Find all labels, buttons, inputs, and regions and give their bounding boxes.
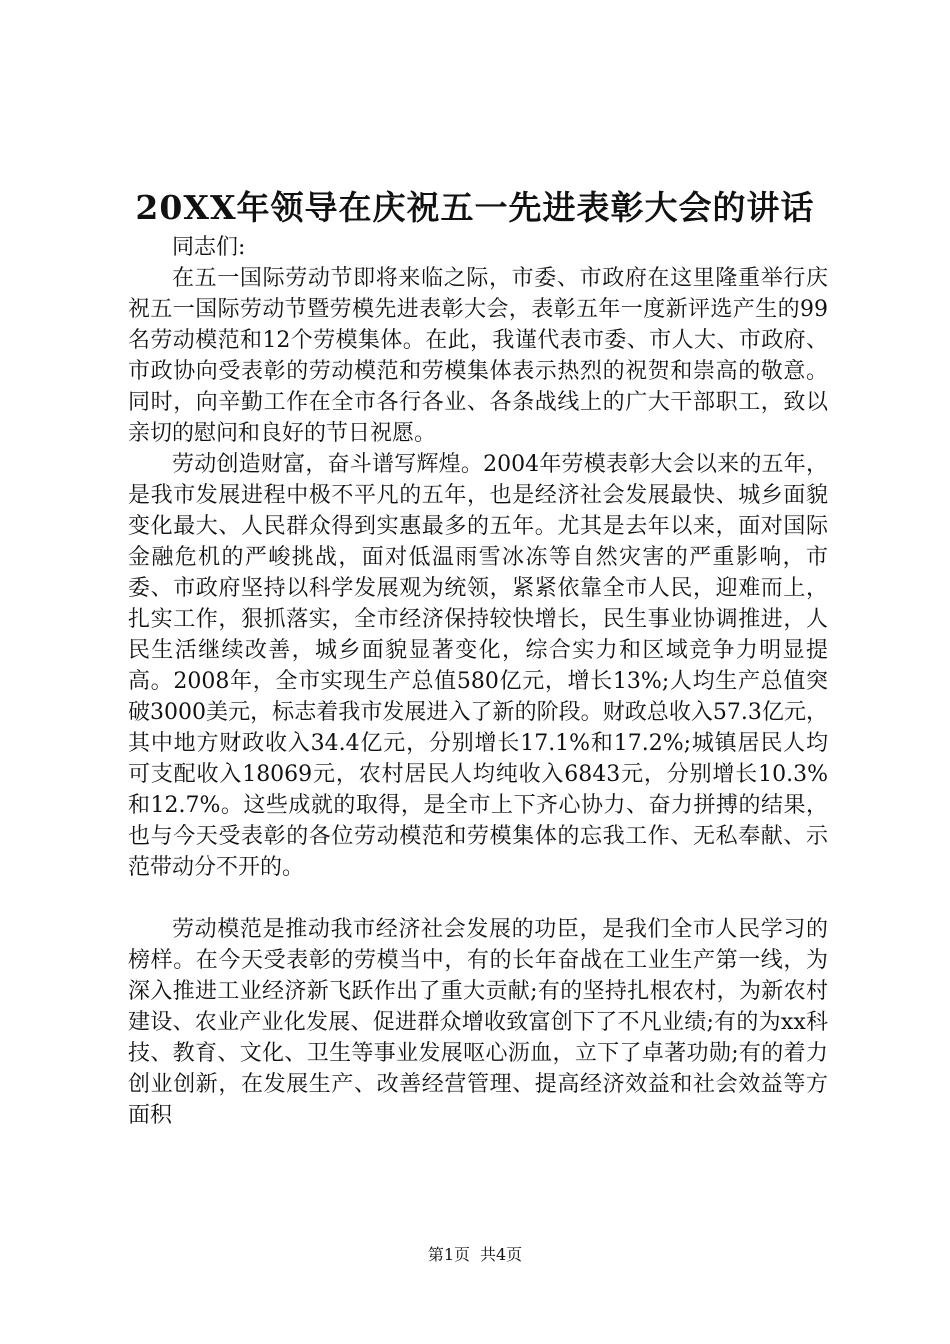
paragraph-1: 在五一国际劳动节即将来临之际，市委、市政府在这里隆重举行庆祝五一国际劳动节暨劳模先进表彰大会，表彰五年一度新评选产生的99名劳动模范和12个劳模集体。在此，我谨代表市委、市人大、市政府、市政协向受表彰的劳动模范和劳模集体表示热烈的祝贺和崇高的敬意。同时，向辛勤工作在全市各行各业、各条战线上的广大干部职工，致以亲切的慰问和良好的节日祝愿。	[128, 266, 828, 446]
page-total: 共4页	[480, 1245, 523, 1264]
page-number: 第1页	[427, 1245, 470, 1264]
paragraph-2: 劳动创造财富，奋斗谱写辉煌。2004年劳模表彰大会以来的五年，是我市发展进程中极不平凡的五年，也是经济社会发展最快、城乡面貌变化最大、人民群众得到实惠最多的五年。尤其是去年以来，面对国际金融危机的严峻挑战，面对低温雨雪冰冻等自然灾害的严重影响，市委、市政府坚持以科学发展观为统领，紧紧依靠全市人民，迎难而上，扎实工作，狠抓落实，全市经济保持较快增长，民生事业协调推进，人民生活继续改善，城乡面貌显著变化，综合实力和区域竞争力明显提高。2008年，全市实现生产总值580亿元，增长13%;人均生产总值突破3000美元，标志着我市发展进入了新的阶段。财政总收入57.3亿元，其中地方财政收入34.4亿元，分别增长17.1%和17.2%;城镇居民人均可支配收入18069元，农村居民人均纯收入6843元，分别增长10.3%和12.7%。这些成就的取得，是全市上下齐心协力、奋力拼搏的结果，也与今天受表彰的各位劳动模范和劳模集体的忘我工作、无私奉献、示范带动分不开的。	[128, 452, 828, 880]
page-footer	[0, 1244, 950, 1266]
document-title: 20XX年领导在庆祝五一先进表彰大会的讲话	[135, 188, 815, 227]
salutation: 同志们:	[172, 235, 246, 260]
document-body	[128, 232, 828, 1131]
paragraph-3: 劳动模范是推动我市经济社会发展的功臣，是我们全市人民学习的榜样。在今天受表彰的劳模当中，有的长年奋战在工业生产第一线，为深入推进工业经济新飞跃作出了重大贡献;有的坚持扎根农村，为新农村建设、农业产业化发展、促进群众增收致富创下了不凡业绩;有的为xx科技、教育、文化、卫生等事业发展呕心沥血，立下了卓著功勋;有的着力创业创新，在发展生产、改善经营管理、提高经济效益和社会效益等方面积	[128, 917, 828, 1128]
